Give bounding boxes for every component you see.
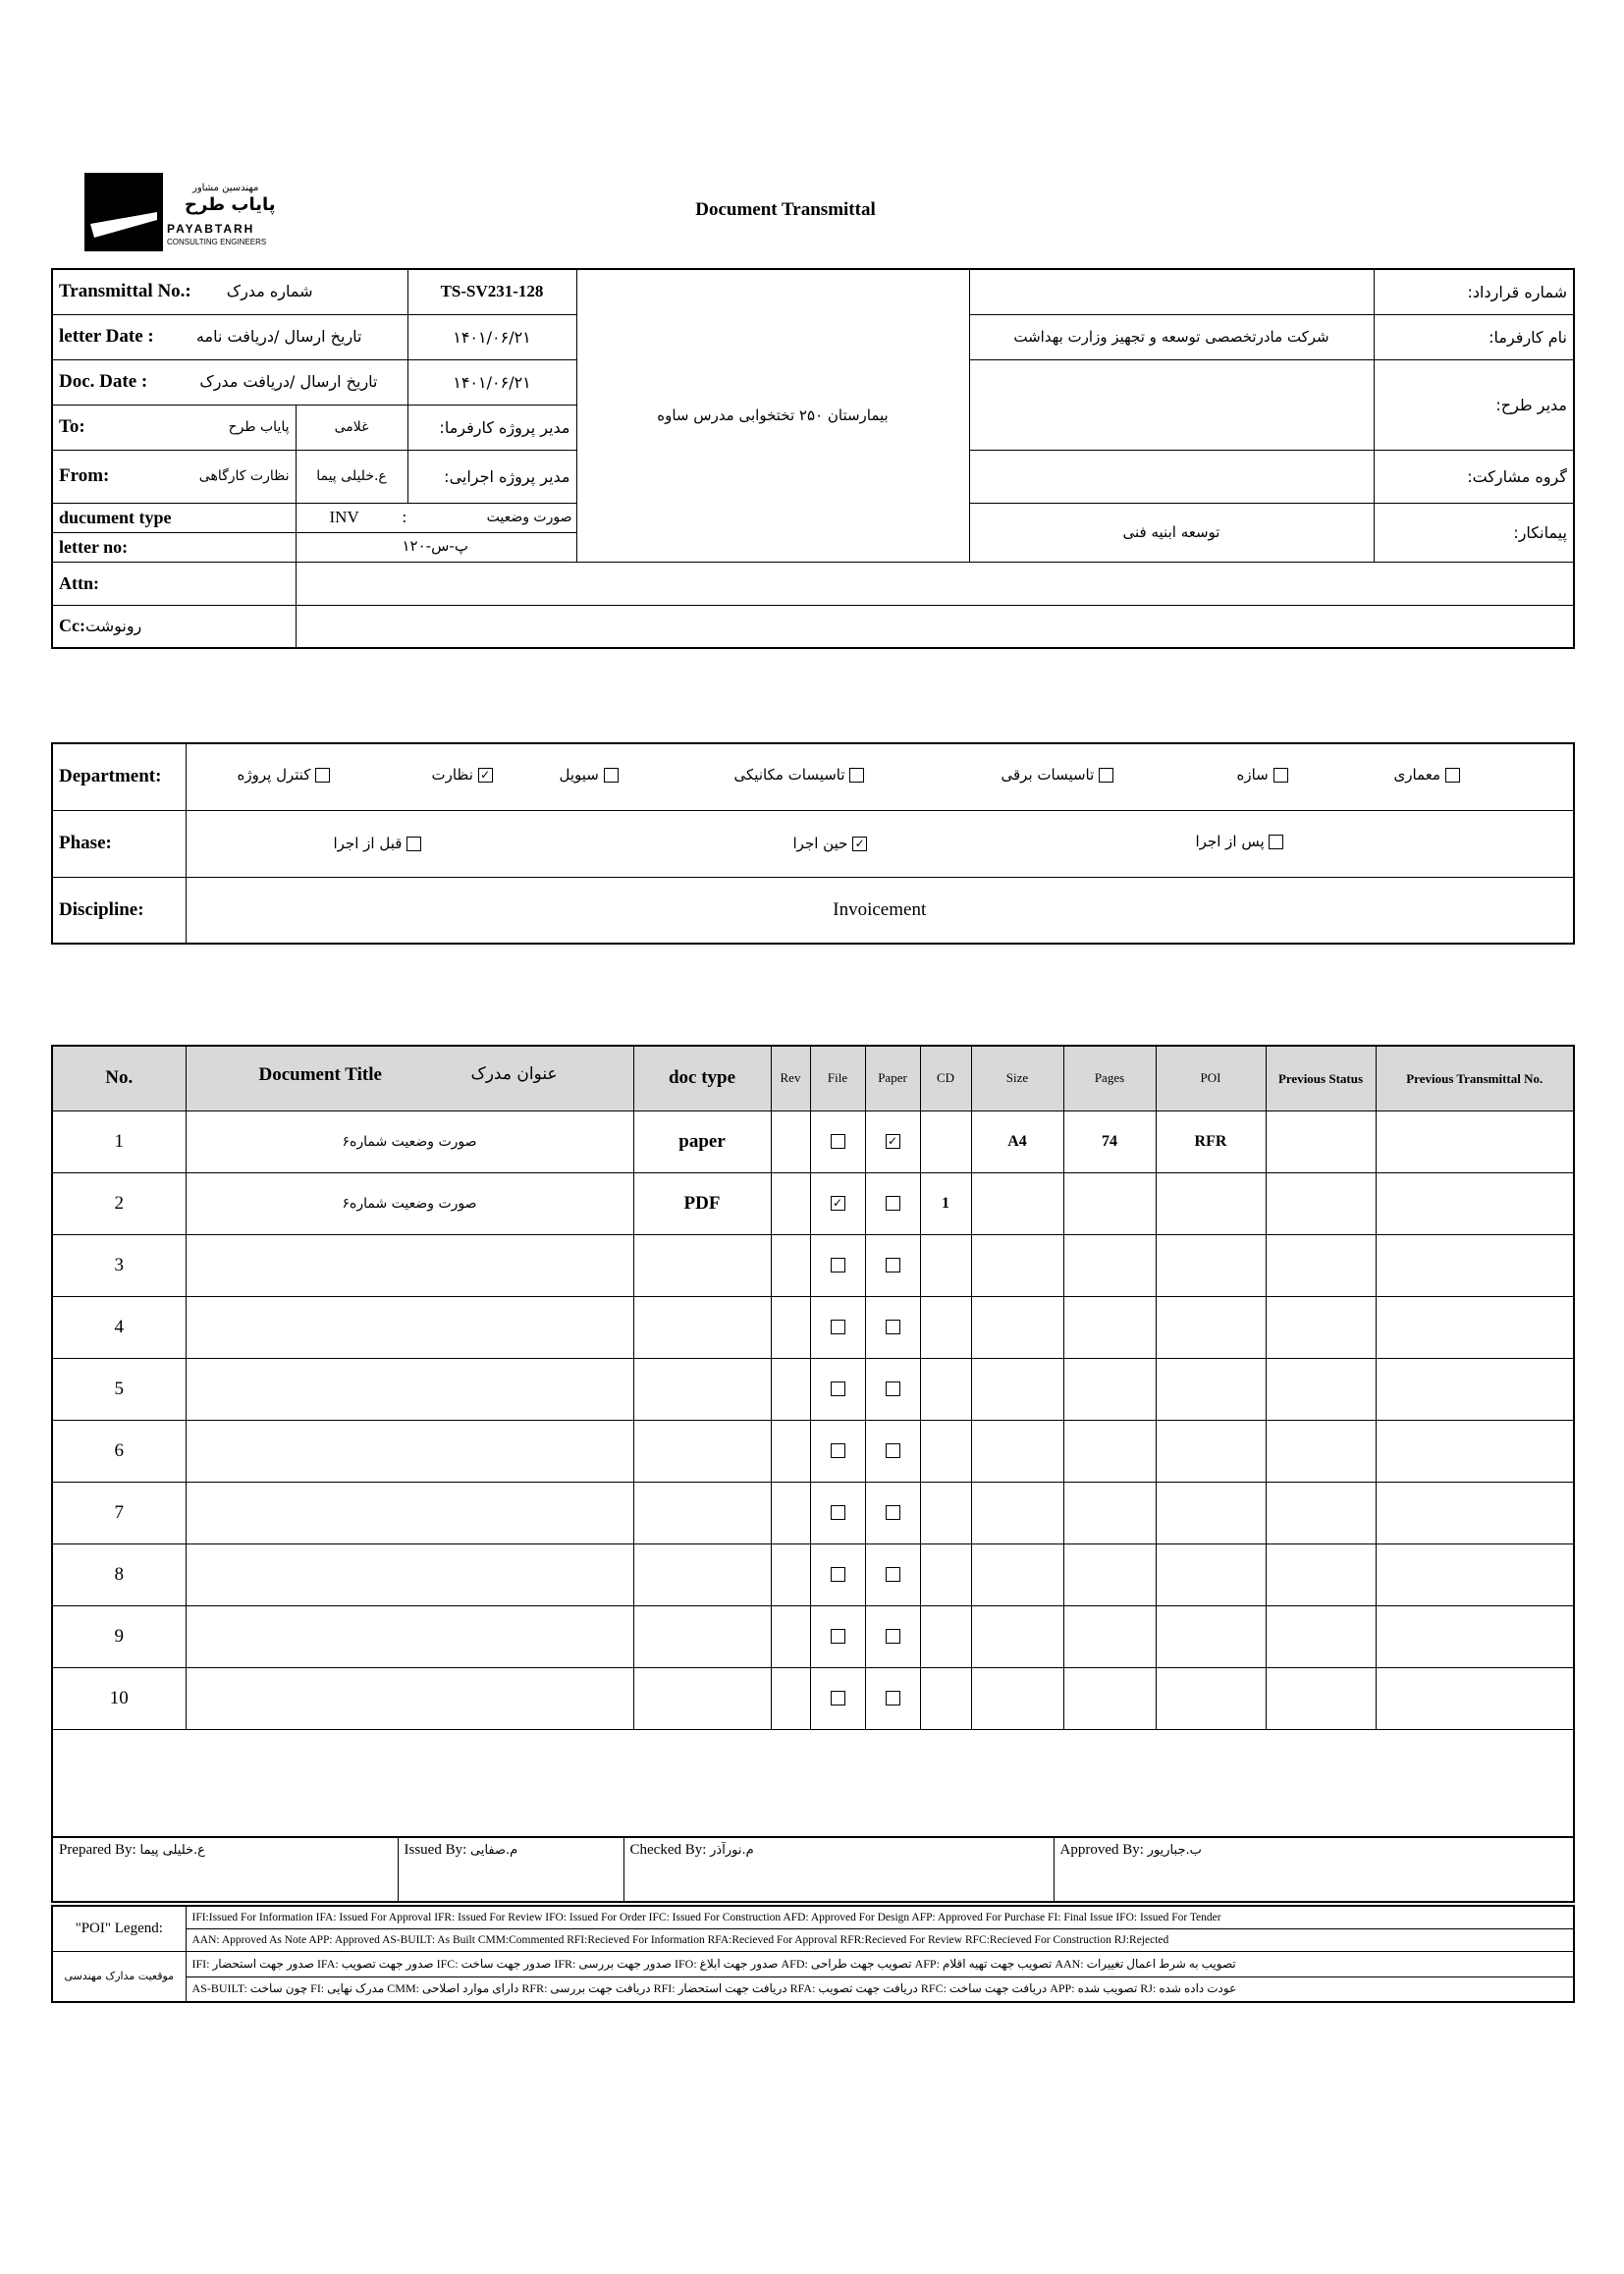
row-cd [920, 1358, 971, 1420]
checked-by-label: Checked By: [629, 1842, 707, 1858]
row-size [971, 1605, 1063, 1667]
doc-date-label: Doc. Date : [59, 371, 148, 392]
row-prev-tr [1376, 1482, 1574, 1543]
row-pages [1063, 1482, 1156, 1543]
row-title [186, 1234, 633, 1296]
prepared-by-label: Prepared By: [59, 1842, 136, 1858]
logo-en-name: PAYABTARH [167, 222, 255, 236]
dept-option-mechanical[interactable] [734, 766, 865, 784]
header-table [51, 268, 1575, 649]
phase-option-before[interactable] [334, 835, 422, 852]
row-rev [771, 1234, 810, 1296]
table-row [52, 1667, 1574, 1729]
doctype-fa: صورت وضعیت [486, 509, 572, 525]
row-no: 1 [52, 1110, 186, 1172]
row-poi [1156, 1420, 1266, 1482]
row-file-cell [810, 1358, 865, 1420]
row-prev-status [1266, 1296, 1376, 1358]
col-prev-status: Previous Status [1266, 1046, 1376, 1110]
row-size: A4 [971, 1110, 1063, 1172]
col-doc-type: doc type [633, 1046, 771, 1110]
dept-checkbox-architecture[interactable] [1445, 768, 1460, 783]
row-prev-tr [1376, 1667, 1574, 1729]
row-paper-checkbox[interactable] [886, 1443, 900, 1458]
row-rev [771, 1296, 810, 1358]
row-paper-cell [865, 1482, 920, 1543]
row-title [186, 1543, 633, 1605]
row-doc-type [633, 1482, 771, 1543]
classification-table [51, 742, 1575, 945]
row-paper-cell [865, 1420, 920, 1482]
dept-label-electrical: تاسیسات برقی [1001, 766, 1095, 784]
discipline-value: Invoicement [186, 877, 1574, 944]
row-doc-type [633, 1358, 771, 1420]
dept-label-civil: سیویل [559, 766, 599, 784]
logo-fa-name: پایاب طرح [185, 194, 276, 215]
col-title [186, 1046, 633, 1110]
discipline-label: Discipline: [52, 877, 186, 944]
col-rev: Rev [771, 1046, 810, 1110]
row-pages [1063, 1543, 1156, 1605]
legend-line-2: AAN: Approved As Note APP: Approved AS-BUILT: As Built CMM:Commented RFI:Recieved For Information RFA:Recieved For Approval RFR:Recieved For Review RFC:Recieved For Construction RJ:Rejected [186, 1928, 1574, 1951]
row-cd [920, 1110, 971, 1172]
row-prev-status [1266, 1110, 1376, 1172]
row-paper-cell [865, 1667, 920, 1729]
row-paper-cell [865, 1605, 920, 1667]
row-prev-tr [1376, 1420, 1574, 1482]
row-prev-tr [1376, 1234, 1574, 1296]
row-paper-checkbox[interactable] [886, 1320, 900, 1334]
dept-option-structure[interactable] [1237, 766, 1288, 784]
row-pages [1063, 1605, 1156, 1667]
row-prev-tr [1376, 1358, 1574, 1420]
row-cd [920, 1543, 971, 1605]
row-paper-checkbox[interactable] [886, 1381, 900, 1396]
row-file-cell [810, 1420, 865, 1482]
dept-label-mechanical: تاسیسات مکانیکی [733, 766, 845, 784]
row-paper-checkbox[interactable] [886, 1505, 900, 1520]
row-file-cell [810, 1482, 865, 1543]
transmittal-no-label: Transmittal No.: [59, 281, 191, 302]
contractor-value: توسعه ابنیه فنی [969, 503, 1374, 562]
row-doc-type [633, 1420, 771, 1482]
row-prev-status [1266, 1234, 1376, 1296]
row-file-checkbox[interactable]: ✓ [831, 1196, 845, 1211]
phase-checkbox-before[interactable] [406, 837, 421, 851]
col-cd: CD [920, 1046, 971, 1110]
col-title-en: Document Title [258, 1064, 382, 1085]
approved-by-value: ب.جباریور [1147, 1843, 1202, 1858]
col-title-fa: عنوان مدرک [470, 1064, 558, 1084]
row-prev-tr [1376, 1543, 1574, 1605]
row-pages [1063, 1420, 1156, 1482]
row-title [186, 1296, 633, 1358]
doc-date-value: ۱۴۰۱/۰۶/۲۱ [407, 359, 576, 405]
attn-value [296, 562, 1574, 605]
table-row [52, 1605, 1574, 1667]
row-file-checkbox[interactable] [831, 1567, 845, 1582]
designer-label: مدیر طرح: [1374, 359, 1574, 450]
row-paper-cell [865, 1358, 920, 1420]
row-poi: RFR [1156, 1110, 1266, 1172]
table-row [52, 1296, 1574, 1358]
partner-value [969, 450, 1374, 503]
row-file-checkbox[interactable] [831, 1691, 845, 1706]
doc-date-cell [52, 359, 407, 405]
to-fa-label: مدیر پروژه کارفرما: [407, 405, 576, 450]
doctype-colon: : [402, 507, 407, 526]
table-row [52, 1234, 1574, 1296]
row-poi [1156, 1296, 1266, 1358]
row-size [971, 1420, 1063, 1482]
row-no: 7 [52, 1482, 186, 1543]
row-cd [920, 1482, 971, 1543]
row-pages [1063, 1172, 1156, 1234]
row-file-checkbox[interactable] [831, 1258, 845, 1272]
row-no: 3 [52, 1234, 186, 1296]
dept-option-electrical[interactable] [1001, 766, 1114, 784]
dept-label-structure: سازه [1236, 766, 1269, 784]
department-label: Department: [52, 743, 186, 810]
row-cd [920, 1605, 971, 1667]
row-cd [920, 1667, 971, 1729]
designer-value [969, 359, 1374, 450]
row-file-cell [810, 1234, 865, 1296]
table-row [52, 1543, 1574, 1605]
row-title [186, 1358, 633, 1420]
to-label: To: [59, 416, 85, 437]
checked-by-value: م.نورآذر [710, 1843, 754, 1858]
doctype-cell [296, 503, 576, 532]
row-paper-checkbox[interactable] [886, 1691, 900, 1706]
row-file-checkbox[interactable] [831, 1629, 845, 1644]
row-rev [771, 1543, 810, 1605]
attn-label: Attn: [52, 562, 296, 605]
row-prev-status [1266, 1482, 1376, 1543]
row-poi [1156, 1358, 1266, 1420]
from-fa-label: مدیر پروژه اجرایی: [407, 450, 576, 503]
row-rev [771, 1605, 810, 1667]
row-paper-cell [865, 1543, 920, 1605]
dept-label-architecture: معماری [1393, 766, 1440, 784]
row-no: 6 [52, 1420, 186, 1482]
row-rev [771, 1358, 810, 1420]
row-poi [1156, 1482, 1266, 1543]
dept-checkbox-mechanical[interactable] [849, 768, 864, 783]
phase-label-during: حین اجرا [792, 834, 848, 852]
row-rev [771, 1420, 810, 1482]
row-poi [1156, 1605, 1266, 1667]
row-title: صورت وضعیت شماره۶ [186, 1172, 633, 1234]
row-prev-status [1266, 1420, 1376, 1482]
table-row [52, 1172, 1574, 1234]
col-poi: POI [1156, 1046, 1266, 1110]
logo-en-sub: CONSULTING ENGINEERS [167, 238, 267, 246]
legend-table [51, 1905, 1575, 2003]
table-row [52, 1110, 1574, 1172]
prepared-by-cell [52, 1837, 398, 1902]
row-no: 5 [52, 1358, 186, 1420]
row-paper-cell [865, 1296, 920, 1358]
table-row [52, 1420, 1574, 1482]
row-pages [1063, 1296, 1156, 1358]
row-size [971, 1172, 1063, 1234]
row-rev [771, 1482, 810, 1543]
logo-fa-top: مهندسین مشاور [192, 183, 259, 193]
row-prev-tr [1376, 1110, 1574, 1172]
col-prev-transmittal: Previous Transmittal No. [1376, 1046, 1574, 1110]
row-file-cell [810, 1172, 865, 1234]
row-prev-tr [1376, 1605, 1574, 1667]
row-pages: 74 [1063, 1110, 1156, 1172]
row-poi [1156, 1543, 1266, 1605]
col-file: File [810, 1046, 865, 1110]
page-title: Document Transmittal [695, 199, 876, 220]
col-no: No. [52, 1046, 186, 1110]
dept-checkbox-structure[interactable] [1273, 768, 1288, 783]
phase-option-during[interactable] [793, 835, 868, 852]
approved-by-label: Approved By: [1059, 1842, 1144, 1858]
col-size: Size [971, 1046, 1063, 1110]
legend-label: "POI" Legend: [52, 1906, 186, 1951]
row-pages [1063, 1234, 1156, 1296]
row-poi [1156, 1234, 1266, 1296]
row-title [186, 1482, 633, 1543]
row-doc-type [633, 1543, 771, 1605]
row-doc-type [633, 1296, 771, 1358]
to-name: غلامی [296, 405, 407, 450]
row-doc-type: paper [633, 1110, 771, 1172]
letter-no-label: letter no: [52, 532, 296, 562]
issued-by-value: م.صفایی [470, 1843, 518, 1858]
row-pages [1063, 1667, 1156, 1729]
dept-label-supervision: نظارت [431, 766, 473, 784]
row-no: 2 [52, 1172, 186, 1234]
prepared-by-value: ع.خلیلی پیما [139, 1843, 205, 1858]
cc-fa: رونوشت [84, 617, 142, 636]
cc-label: Cc: [59, 616, 85, 636]
cc-value [296, 605, 1574, 648]
row-paper-checkbox[interactable] [886, 1258, 900, 1272]
department-options [186, 743, 1574, 810]
transmittal-no-cell [52, 269, 407, 314]
row-no: 10 [52, 1667, 186, 1729]
row-file-checkbox[interactable] [831, 1320, 845, 1334]
company-logo [84, 173, 281, 253]
remarks-area [52, 1729, 1574, 1837]
row-file-cell [810, 1667, 865, 1729]
row-cd [920, 1234, 971, 1296]
row-file-cell [810, 1296, 865, 1358]
phase-options [186, 810, 1574, 877]
doctype-label: ducument type [52, 503, 296, 532]
row-prev-tr [1376, 1296, 1574, 1358]
client-value: شرکت مادرتخصصی توسعه و تجهیز وزارت بهداشت [969, 314, 1374, 359]
dept-checkbox-electrical[interactable] [1099, 768, 1113, 783]
issued-by-label: Issued By: [404, 1842, 467, 1858]
from-name: ع.خلیلی پیما [296, 450, 407, 503]
phase-checkbox-after[interactable] [1269, 835, 1283, 849]
partner-label: گروه مشارکت: [1374, 450, 1574, 503]
client-label: نام کارفرما: [1374, 314, 1574, 359]
row-size [971, 1234, 1063, 1296]
letter-date-label: letter Date : [59, 326, 154, 347]
table-row [52, 1482, 1574, 1543]
row-file-cell [810, 1543, 865, 1605]
row-paper-checkbox[interactable] [886, 1567, 900, 1582]
row-paper-cell [865, 1110, 920, 1172]
row-rev [771, 1667, 810, 1729]
row-file-checkbox[interactable] [831, 1381, 845, 1396]
transmittal-no-fa: شماره مدرک [226, 282, 313, 300]
dept-checkbox-civil[interactable] [604, 768, 619, 783]
letter-no-cell [296, 532, 576, 562]
row-cd: 1 [920, 1172, 971, 1234]
row-prev-status [1266, 1667, 1376, 1729]
from-cell [52, 450, 296, 503]
row-cd [920, 1296, 971, 1358]
project-name: بیمارستان ۲۵۰ تختخوابی مدرس ساوه [576, 269, 969, 562]
contract-no-value [969, 269, 1374, 314]
approved-by-cell [1054, 1837, 1574, 1902]
row-paper-cell [865, 1172, 920, 1234]
phase-option-after[interactable] [1196, 833, 1284, 850]
row-prev-status [1266, 1605, 1376, 1667]
doctype-value: INV [329, 507, 359, 526]
phase-checkbox-during[interactable]: ✓ [852, 837, 867, 851]
col-paper: Paper [865, 1046, 920, 1110]
phase-label: Phase: [52, 810, 186, 877]
row-title [186, 1420, 633, 1482]
col-pages: Pages [1063, 1046, 1156, 1110]
phase-label-after: پس از اجرا [1195, 832, 1265, 850]
row-size [971, 1296, 1063, 1358]
transmittal-no-value: TS-SV231-128 [407, 269, 576, 314]
row-prev-status [1266, 1543, 1376, 1605]
legend-line-3: IFI: صدور جهت استحضار IFA: صدور جهت تصویب IFC: صدور جهت ساخت IFR: صدور جهت بررسی IFO: صدور جهت ابلاغ AFD: تصویب جهت طراحی AFP: تصویب جهت تهیه اقلام AAN: تصویب به شرط اعمال تغییرات [186, 1951, 1574, 1976]
row-no: 8 [52, 1543, 186, 1605]
row-doc-type: PDF [633, 1172, 771, 1234]
dept-option-architecture[interactable] [1394, 766, 1460, 784]
row-size [971, 1667, 1063, 1729]
logo-mark-icon [84, 173, 163, 251]
row-size [971, 1358, 1063, 1420]
row-file-cell [810, 1110, 865, 1172]
row-poi [1156, 1667, 1266, 1729]
row-file-checkbox[interactable] [831, 1505, 845, 1520]
letter-no-value: ۱۲۰-پ-س [402, 536, 468, 555]
contractor-label: پیمانکار: [1374, 503, 1574, 562]
row-prev-status [1266, 1172, 1376, 1234]
cc-cell [52, 605, 296, 648]
from-label: From: [59, 465, 110, 486]
row-size [971, 1482, 1063, 1543]
legend-line-1: IFI:Issued For Information IFA: Issued For Approval IFR: Issued For Review IFO: Issued For Order IFC: Issued For Construction AFD: Approved For Design AFP: Approved For Purchase FI: Final Issue IFO: Issued For Tender [186, 1906, 1574, 1928]
row-pages [1063, 1358, 1156, 1420]
row-doc-type [633, 1667, 771, 1729]
row-file-checkbox[interactable] [831, 1134, 845, 1149]
row-title: صورت وضعیت شماره۶ [186, 1110, 633, 1172]
signatures-table [51, 1836, 1575, 1903]
dept-option-project-control[interactable] [238, 766, 331, 784]
dept-label-project-control: کنترل پروژه [237, 766, 311, 784]
row-paper-cell [865, 1234, 920, 1296]
dept-option-supervision[interactable] [432, 766, 493, 784]
dept-checkbox-supervision[interactable]: ✓ [478, 768, 493, 783]
row-size [971, 1543, 1063, 1605]
letter-date-cell [52, 314, 407, 359]
checked-by-cell [623, 1837, 1054, 1902]
documents-table [51, 1045, 1575, 1838]
row-no: 4 [52, 1296, 186, 1358]
row-title [186, 1667, 633, 1729]
row-title [186, 1605, 633, 1667]
row-prev-status [1266, 1358, 1376, 1420]
row-paper-checkbox[interactable] [886, 1629, 900, 1644]
doc-date-fa: تاریخ ارسال /دریافت مدرک [199, 371, 378, 391]
letter-date-value: ۱۴۰۱/۰۶/۲۱ [407, 314, 576, 359]
row-poi [1156, 1172, 1266, 1234]
row-file-cell [810, 1605, 865, 1667]
row-cd [920, 1420, 971, 1482]
table-row [52, 1358, 1574, 1420]
issued-by-cell [398, 1837, 623, 1902]
phase-label-before: قبل از اجرا [333, 834, 403, 852]
from-value: نظارت کارگاهی [198, 467, 290, 484]
row-file-checkbox[interactable] [831, 1443, 845, 1458]
row-doc-type [633, 1605, 771, 1667]
row-no: 9 [52, 1605, 186, 1667]
row-prev-tr [1376, 1172, 1574, 1234]
dept-option-civil[interactable] [560, 766, 619, 784]
row-doc-type [633, 1234, 771, 1296]
contract-no-label: شماره قرارداد: [1374, 269, 1574, 314]
row-paper-checkbox[interactable]: ✓ [886, 1134, 900, 1149]
row-rev [771, 1110, 810, 1172]
letter-date-fa: تاریخ ارسال /دریافت نامه [195, 326, 362, 346]
to-value: پایاب طرح [228, 418, 290, 435]
dept-checkbox-project-control[interactable] [315, 768, 330, 783]
legend-fa-label: موقعیت مدارک مهندسی [52, 1951, 186, 2002]
row-paper-checkbox[interactable] [886, 1196, 900, 1211]
legend-line-4: AS-BUILT: چون ساخت FI: مدرک نهایی CMM: دارای موارد اصلاحی RFR: دریافت جهت بررسی RFI: دریافت جهت استحضار RFA: دریافت جهت تصویب RFC: دریافت جهت ساخت APP: تصویب شده RJ: عودت داده شده [186, 1976, 1574, 2002]
to-cell [52, 405, 296, 450]
row-rev [771, 1172, 810, 1234]
